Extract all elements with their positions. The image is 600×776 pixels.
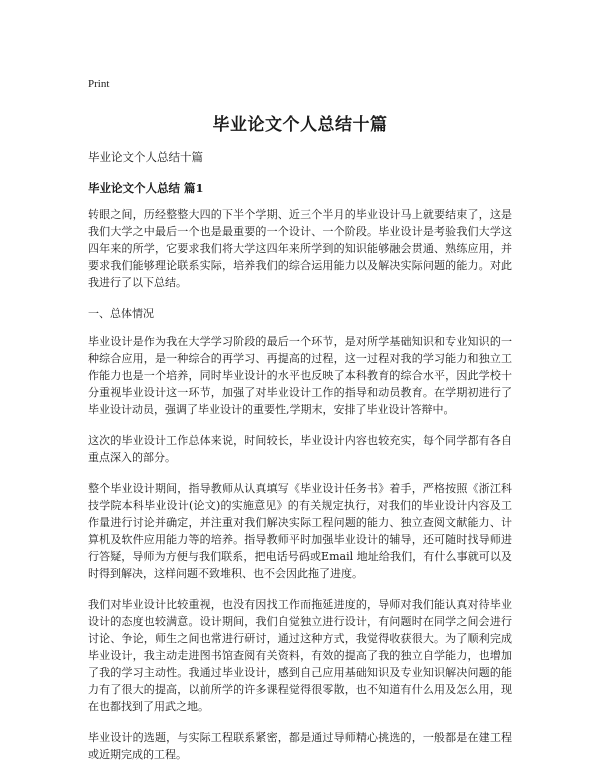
- paragraph-guidance: 整个毕业设计期间，指导教师从认真填写《毕业设计任务书》着手，严格按照《浙江科技学院本科毕业设计(论文)的实施意见》的有关规定执行，对我们的毕业设计内容及工作量进行讨论并确定，并注重对我们解决实际工程问题的能力、独立查阅文献能力、计算机及软件应用能力等的培养。指导教师平时加强毕业设计的辅导，还可随时找导师进行答疑，导师为方便与我们联系，把电话号码或Email 地址给我们，有什么事就可以及时得到解决，这样问题不致堆积、也不会因此拖了进度。: [88, 482, 512, 580]
- paragraph-topic: 毕业设计的选题，与实际工程联系紧密，都是通过导师精心挑选的，一般都是在建工程或近期完成的工程。: [88, 731, 512, 761]
- document-subtitle: 毕业论文个人总结十篇: [88, 150, 203, 164]
- print-link[interactable]: Print: [88, 78, 110, 90]
- section-heading: 毕业论文个人总结 篇1: [88, 181, 204, 195]
- paragraph-intro: 转眼之间，历经整整大四的下半个学期、近三个半月的毕业设计马上就要结束了，这是我们大学之中最后一个也是最重要的一个设计、一个阶段。毕业设计是考验我们大学这四年来的所学，它要求我们将大学这四年来所学到的知识能够融会贯通、熟练应用，并要求我们能够理论联系实际，培养我们的综合运用能力以及解决实际问题的能力。对此我进行了以下总结。: [88, 208, 512, 289]
- paragraph-overview: 毕业设计是作为我在大学学习阶段的最后一个环节，是对所学基础知识和专业知识的一种综合应用，是一种综合的再学习、再提高的过程，这一过程对我的学习能力和独立工作能力也是一个培养，同时毕业设计的水平也反映了本科教育的综合水平，因此学校十分重视毕业设计这一环节，加强了对毕业设计工作的指导和动员教育。在学期初进行了毕业设计动员，强调了毕业设计的重要性,学期末，安排了毕业设计答辩中。: [88, 335, 512, 416]
- paragraph-attitude: 我们对毕业设计比较重视，也没有因找工作而拖延进度的，导师对我们能认真对待毕业设计的态度也较满意。设计期间，我们自觉独立进行设计，有问题时在同学之间会进行讨论、争论，师生之间也常进行研讨，通过这种方式，我觉得收获很大。为了顺利完成毕业设计，我主动走进图书馆查阅有关资料，有效的提高了我的独立自学能力，也增加了我的学习主动性。我通过毕业设计，感到自己应用基础知识及专业知识解决问题的能力有了很大的提高，以前所学的许多课程觉得很零散，也不知道有什么用及怎么用，现在也都找到了用武之地。: [88, 598, 512, 713]
- subheading-overview: 一、总体情况: [88, 307, 154, 320]
- paragraph-duration: 这次的毕业设计工作总体来说，时间较长，毕业设计内容也较充实，每个同学都有各自重点深入的部分。: [88, 434, 512, 464]
- page-title: 毕业论文个人总结十篇: [212, 115, 388, 135]
